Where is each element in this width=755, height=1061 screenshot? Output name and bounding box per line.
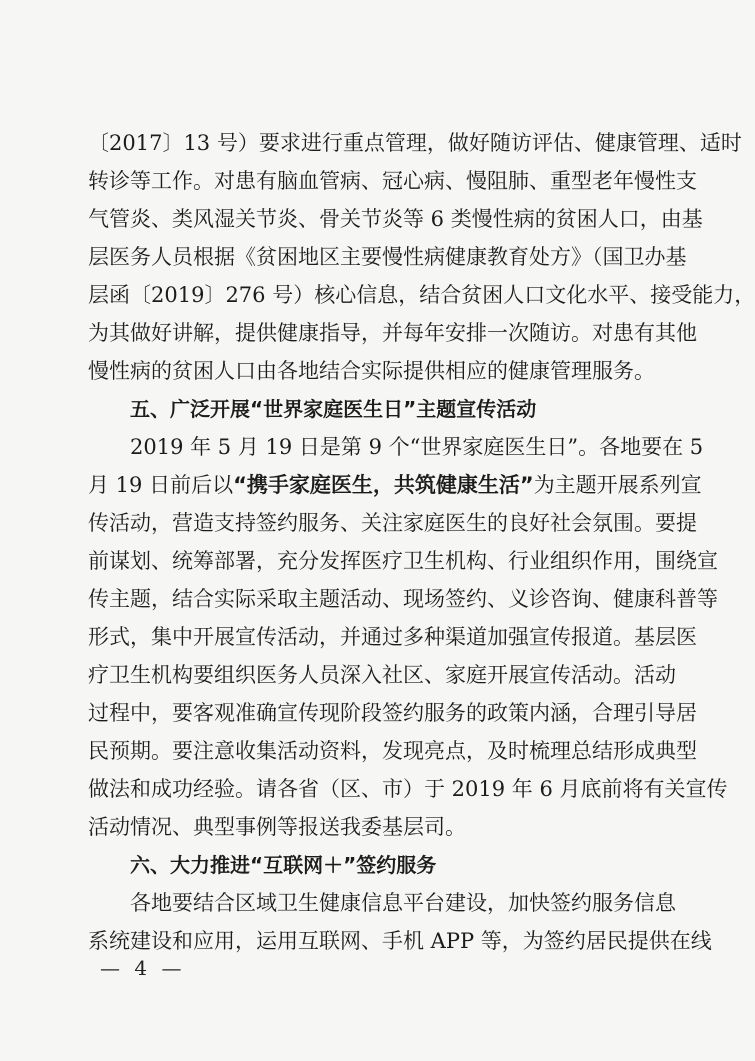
text-line: 做法和成功经验。请各省（区、市）于 2019 年 6 月底前将有关宣传 xyxy=(88,777,728,801)
text-line: 传主题，结合实际采取主题活动、现场签约、义诊咨询、健康科普等 xyxy=(88,587,718,611)
text-line: 转诊等工作。对患有脑血管病、冠心病、慢阻肺、重型老年慢性支 xyxy=(88,169,697,193)
text-line: 层医务人员根据《贫困地区主要慢性病健康教育处方》（国卫办基 xyxy=(88,245,687,269)
text-line-with-theme xyxy=(88,468,702,502)
text-line: 形式，集中开展宣传活动，并通过多种渠道加强宣传报道。基层医 xyxy=(88,625,697,649)
text-line: 前谋划、统筹部署，充分发挥医疗卫生机构、行业组织作用，围绕宣 xyxy=(88,549,718,573)
text-segment: 为主题开展系列宣 xyxy=(533,473,702,497)
section-heading-5: 五、广泛开展“世界家庭医生日”主题宣传活动 xyxy=(130,397,537,421)
text-line: 气管炎、类风湿关节炎、骨关节炎等 6 类慢性病的贫困人口，由基 xyxy=(88,207,703,231)
text-segment: 月 19 日前后以 xyxy=(88,473,234,497)
text-line: 〔2017〕13 号）要求进行重点管理，做好随访评估、健康管理、适时 xyxy=(88,131,742,155)
text-line: 2019 年 5 月 19 日是第 9 个“世界家庭医生日”。各地要在 5 xyxy=(130,435,704,459)
text-line: 传活动，营造支持签约服务、关注家庭医生的良好社会氛围。要提 xyxy=(88,511,697,535)
text-line: 层函〔2019〕276 号）核心信息，结合贫困人口文化水平、接受能力， xyxy=(88,283,755,307)
page-number: — 4 — xyxy=(100,956,186,980)
text-line: 过程中，要客观准确宣传现阶段签约服务的政策内涵，合理引导居 xyxy=(88,701,697,725)
text-line: 慢性病的贫困人口由各地结合实际提供相应的健康管理服务。 xyxy=(88,359,655,383)
text-line: 活动情况、典型事例等报送我委基层司。 xyxy=(88,815,466,839)
text-line: 民预期。要注意收集活动资料，发现亮点，及时梳理总结形成典型 xyxy=(88,739,697,763)
text-line: 系统建设和应用，运用互联网、手机 APP 等，为签约居民提供在线 xyxy=(88,929,712,953)
section-heading-6: 六、大力推进“互联网＋”签约服务 xyxy=(130,853,437,877)
text-line: 各地要结合区域卫生健康信息平台建设，加快签约服务信息 xyxy=(130,891,676,915)
theme-slogan: “携手家庭医生，共筑健康生活” xyxy=(233,473,534,497)
text-line: 疗卫生机构要组织医务人员深入社区、家庭开展宣传活动。活动 xyxy=(88,663,676,687)
text-line: 为其做好讲解，提供健康指导，并每年安排一次随访。对患有其他 xyxy=(88,321,697,345)
